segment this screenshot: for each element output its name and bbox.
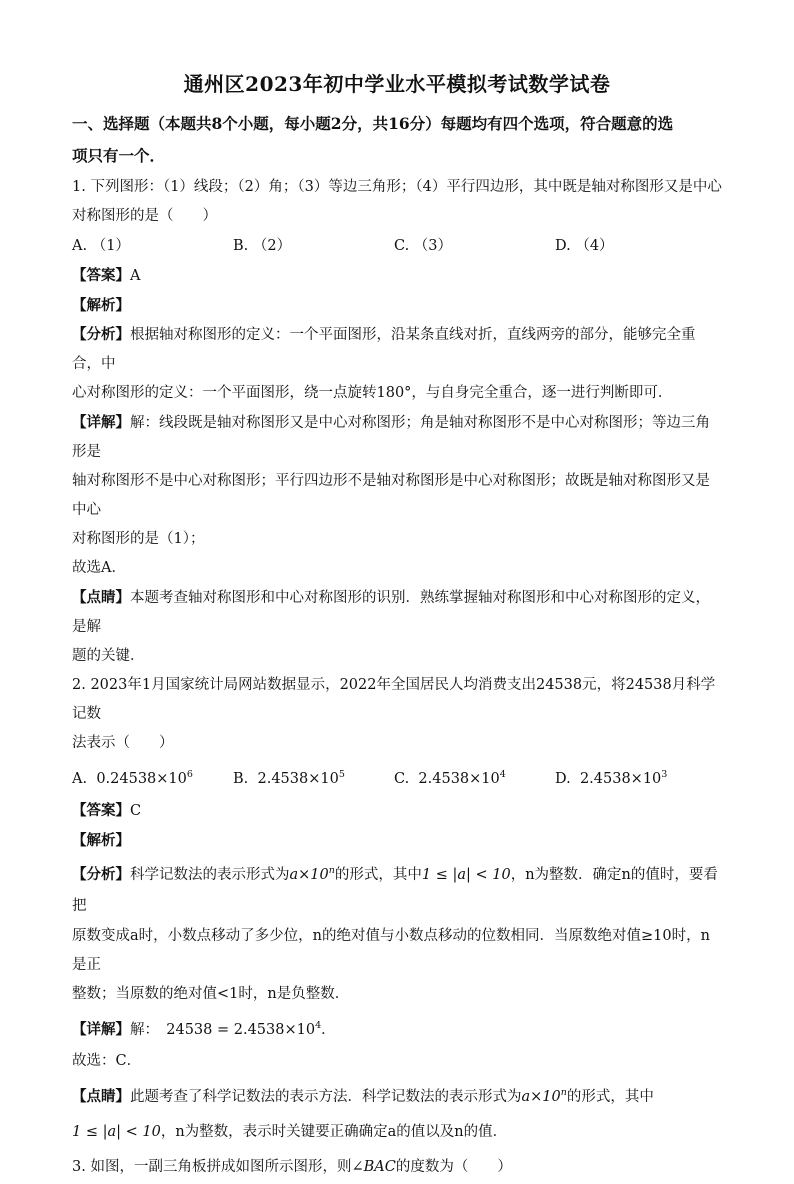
sci-notation-exponent: n bbox=[328, 865, 335, 876]
option-value: 2.4538×10 bbox=[257, 771, 339, 787]
xiangjie-line bbox=[72, 1009, 722, 1047]
question-stem: 2. 2023年1月国家统计局网站数据显示，2022年全国居民人均消费支出24538元，将24538月科学记数 bbox=[72, 677, 716, 722]
option-label: A. bbox=[72, 771, 88, 787]
sci-notation-form: a×10 bbox=[289, 867, 329, 883]
fenxi-text: ，n为整数．确定n的值时，要看把 bbox=[72, 867, 718, 914]
answer-line bbox=[72, 796, 722, 826]
xiangjie-text: 解： 24538 = 2.4538×10 bbox=[130, 1022, 316, 1038]
dianjing-line bbox=[72, 1114, 722, 1150]
sci-notation-form: a×10 bbox=[521, 1089, 561, 1105]
xiangjie-text: 解：线段既是轴对称图形又是中心对称图形；角是轴对称图形不是中心对称图形；等边三角形是 bbox=[72, 415, 710, 460]
page-title: 通州区2023年初中学业水平模拟考试数学试卷 bbox=[183, 72, 611, 96]
option-c: C. （3） bbox=[394, 238, 453, 254]
answer-tag: 【答案】 bbox=[72, 267, 130, 284]
analysis-tag: 【解析】 bbox=[72, 832, 130, 849]
option-label: D. bbox=[555, 771, 571, 787]
inequality: 1 ≤ |a| < 10 bbox=[72, 1124, 161, 1140]
option-value: 0.24538×10 bbox=[96, 771, 187, 787]
choose-line: 故选A． bbox=[72, 560, 126, 576]
options-row bbox=[72, 231, 722, 261]
option-exponent: 3 bbox=[661, 769, 668, 780]
fenxi-text: 整数；当原数的绝对值<1时，n是负整数． bbox=[72, 986, 350, 1002]
option-b: B. （2） bbox=[233, 238, 292, 254]
fenxi-line bbox=[72, 320, 722, 379]
xiangjie-tag: 【详解】 bbox=[72, 414, 130, 431]
question-2 bbox=[72, 671, 722, 1150]
analysis-tag: 【解析】 bbox=[72, 297, 130, 314]
dianjing-text: 的形式，其中 bbox=[566, 1089, 654, 1105]
fenxi-tag: 【分析】 bbox=[72, 326, 130, 343]
xiangjie-tag: 【详解】 bbox=[72, 1021, 130, 1038]
dianjing-text: 此题考查了科学记数法的表示方法．科学记数法的表示形式为 bbox=[130, 1089, 522, 1105]
answer-value: A bbox=[130, 268, 141, 284]
dianjing-text: 题的关键． bbox=[72, 648, 145, 664]
option-a: A. （1） bbox=[72, 238, 130, 254]
fenxi-line bbox=[72, 855, 722, 922]
answer-tag: 【答案】 bbox=[72, 802, 130, 819]
option-value: 2.4538×10 bbox=[418, 771, 500, 787]
inequality: 1 ≤ |a| < 10 bbox=[421, 867, 511, 883]
question-1 bbox=[72, 173, 722, 671]
option-label: C. bbox=[394, 771, 410, 787]
xiangjie-line bbox=[72, 408, 722, 467]
choose-line: 故选：C． bbox=[72, 1053, 142, 1069]
xiangjie-text: ． bbox=[321, 1022, 336, 1038]
fenxi-text: 根据轴对称图形的定义：一个平面图形，沿某条直线对折，直线两旁的部分，能够完全重合，中 bbox=[72, 327, 696, 372]
sci-notation-exponent: n bbox=[560, 1087, 567, 1098]
dianjing-tag: 【点睛】 bbox=[72, 1088, 130, 1105]
question-stem-text: 的度数为（ ） bbox=[395, 1159, 512, 1175]
dianjing-text: ，n为整数，表示时关键要正确确定a的值以及n的值． bbox=[160, 1124, 508, 1140]
fenxi-text: 的形式，其中 bbox=[334, 867, 422, 883]
dianjing-tag: 【点睛】 bbox=[72, 589, 130, 606]
xiangjie-text: 轴对称图形不是中心对称图形；平行四边形不是轴对称图形是中心对称图形；故既是轴对称图形又是中心 bbox=[72, 473, 710, 518]
dianjing-line bbox=[72, 583, 722, 642]
fenxi-text: 心对称图形的定义：一个平面图形，绕一点旋转180°，与自身完全重合，逐一进行判断即可． bbox=[72, 385, 673, 401]
option-a bbox=[72, 758, 233, 796]
question-stem: 1. 下列图形：（1）线段；（2）角；（3）等边三角形；（4）平行四边形，其中既是轴对称图形又是中心 bbox=[72, 179, 722, 195]
question-stem: 法表示（ ） bbox=[72, 735, 174, 751]
option-exponent: 6 bbox=[186, 769, 193, 780]
question-stem-text: 3. 如图，一副三角板拼成如图所示图形，则 bbox=[72, 1159, 352, 1175]
option-c bbox=[394, 758, 555, 796]
xiangjie-text: 对称图形的是（1）； bbox=[72, 531, 205, 547]
question-stem: 对称图形的是（ ） bbox=[72, 208, 217, 224]
options-row bbox=[72, 758, 722, 796]
fenxi-text: 科学记数法的表示形式为 bbox=[130, 867, 290, 883]
option-label: B. bbox=[233, 771, 249, 787]
xiangjie-exponent: 4 bbox=[315, 1020, 322, 1031]
question-3 bbox=[72, 1150, 722, 1184]
option-d bbox=[555, 758, 716, 796]
option-b bbox=[233, 758, 394, 796]
option-d: D. （4） bbox=[555, 238, 614, 254]
option-exponent: 5 bbox=[338, 769, 345, 780]
section-heading-line: 项只有一个． bbox=[72, 146, 166, 165]
fenxi-tag: 【分析】 bbox=[72, 866, 130, 883]
section-heading-line: 一、选择题（本题共8个小题，每小题2分，共16分）每题均有四个选项，符合题意的选 bbox=[72, 114, 674, 133]
angle-expression: ∠BAC bbox=[351, 1159, 396, 1175]
answer-value: C bbox=[130, 803, 142, 819]
option-exponent: 4 bbox=[499, 769, 506, 780]
section-1-heading bbox=[72, 109, 722, 171]
question-stem bbox=[72, 1150, 722, 1184]
answer-line bbox=[72, 261, 722, 291]
dianjing-text: 本题考查轴对称图形和中心对称图形的识别．熟练掌握轴对称图形和中心对称图形的定义，是解 bbox=[72, 590, 710, 635]
option-value: 2.4538×10 bbox=[579, 771, 662, 787]
dianjing-line bbox=[72, 1076, 722, 1114]
fenxi-text: 原数变成a时，小数点移动了多少位，n的绝对值与小数点移动的位数相同．当原数绝对值≥10时，n是正 bbox=[72, 928, 710, 973]
